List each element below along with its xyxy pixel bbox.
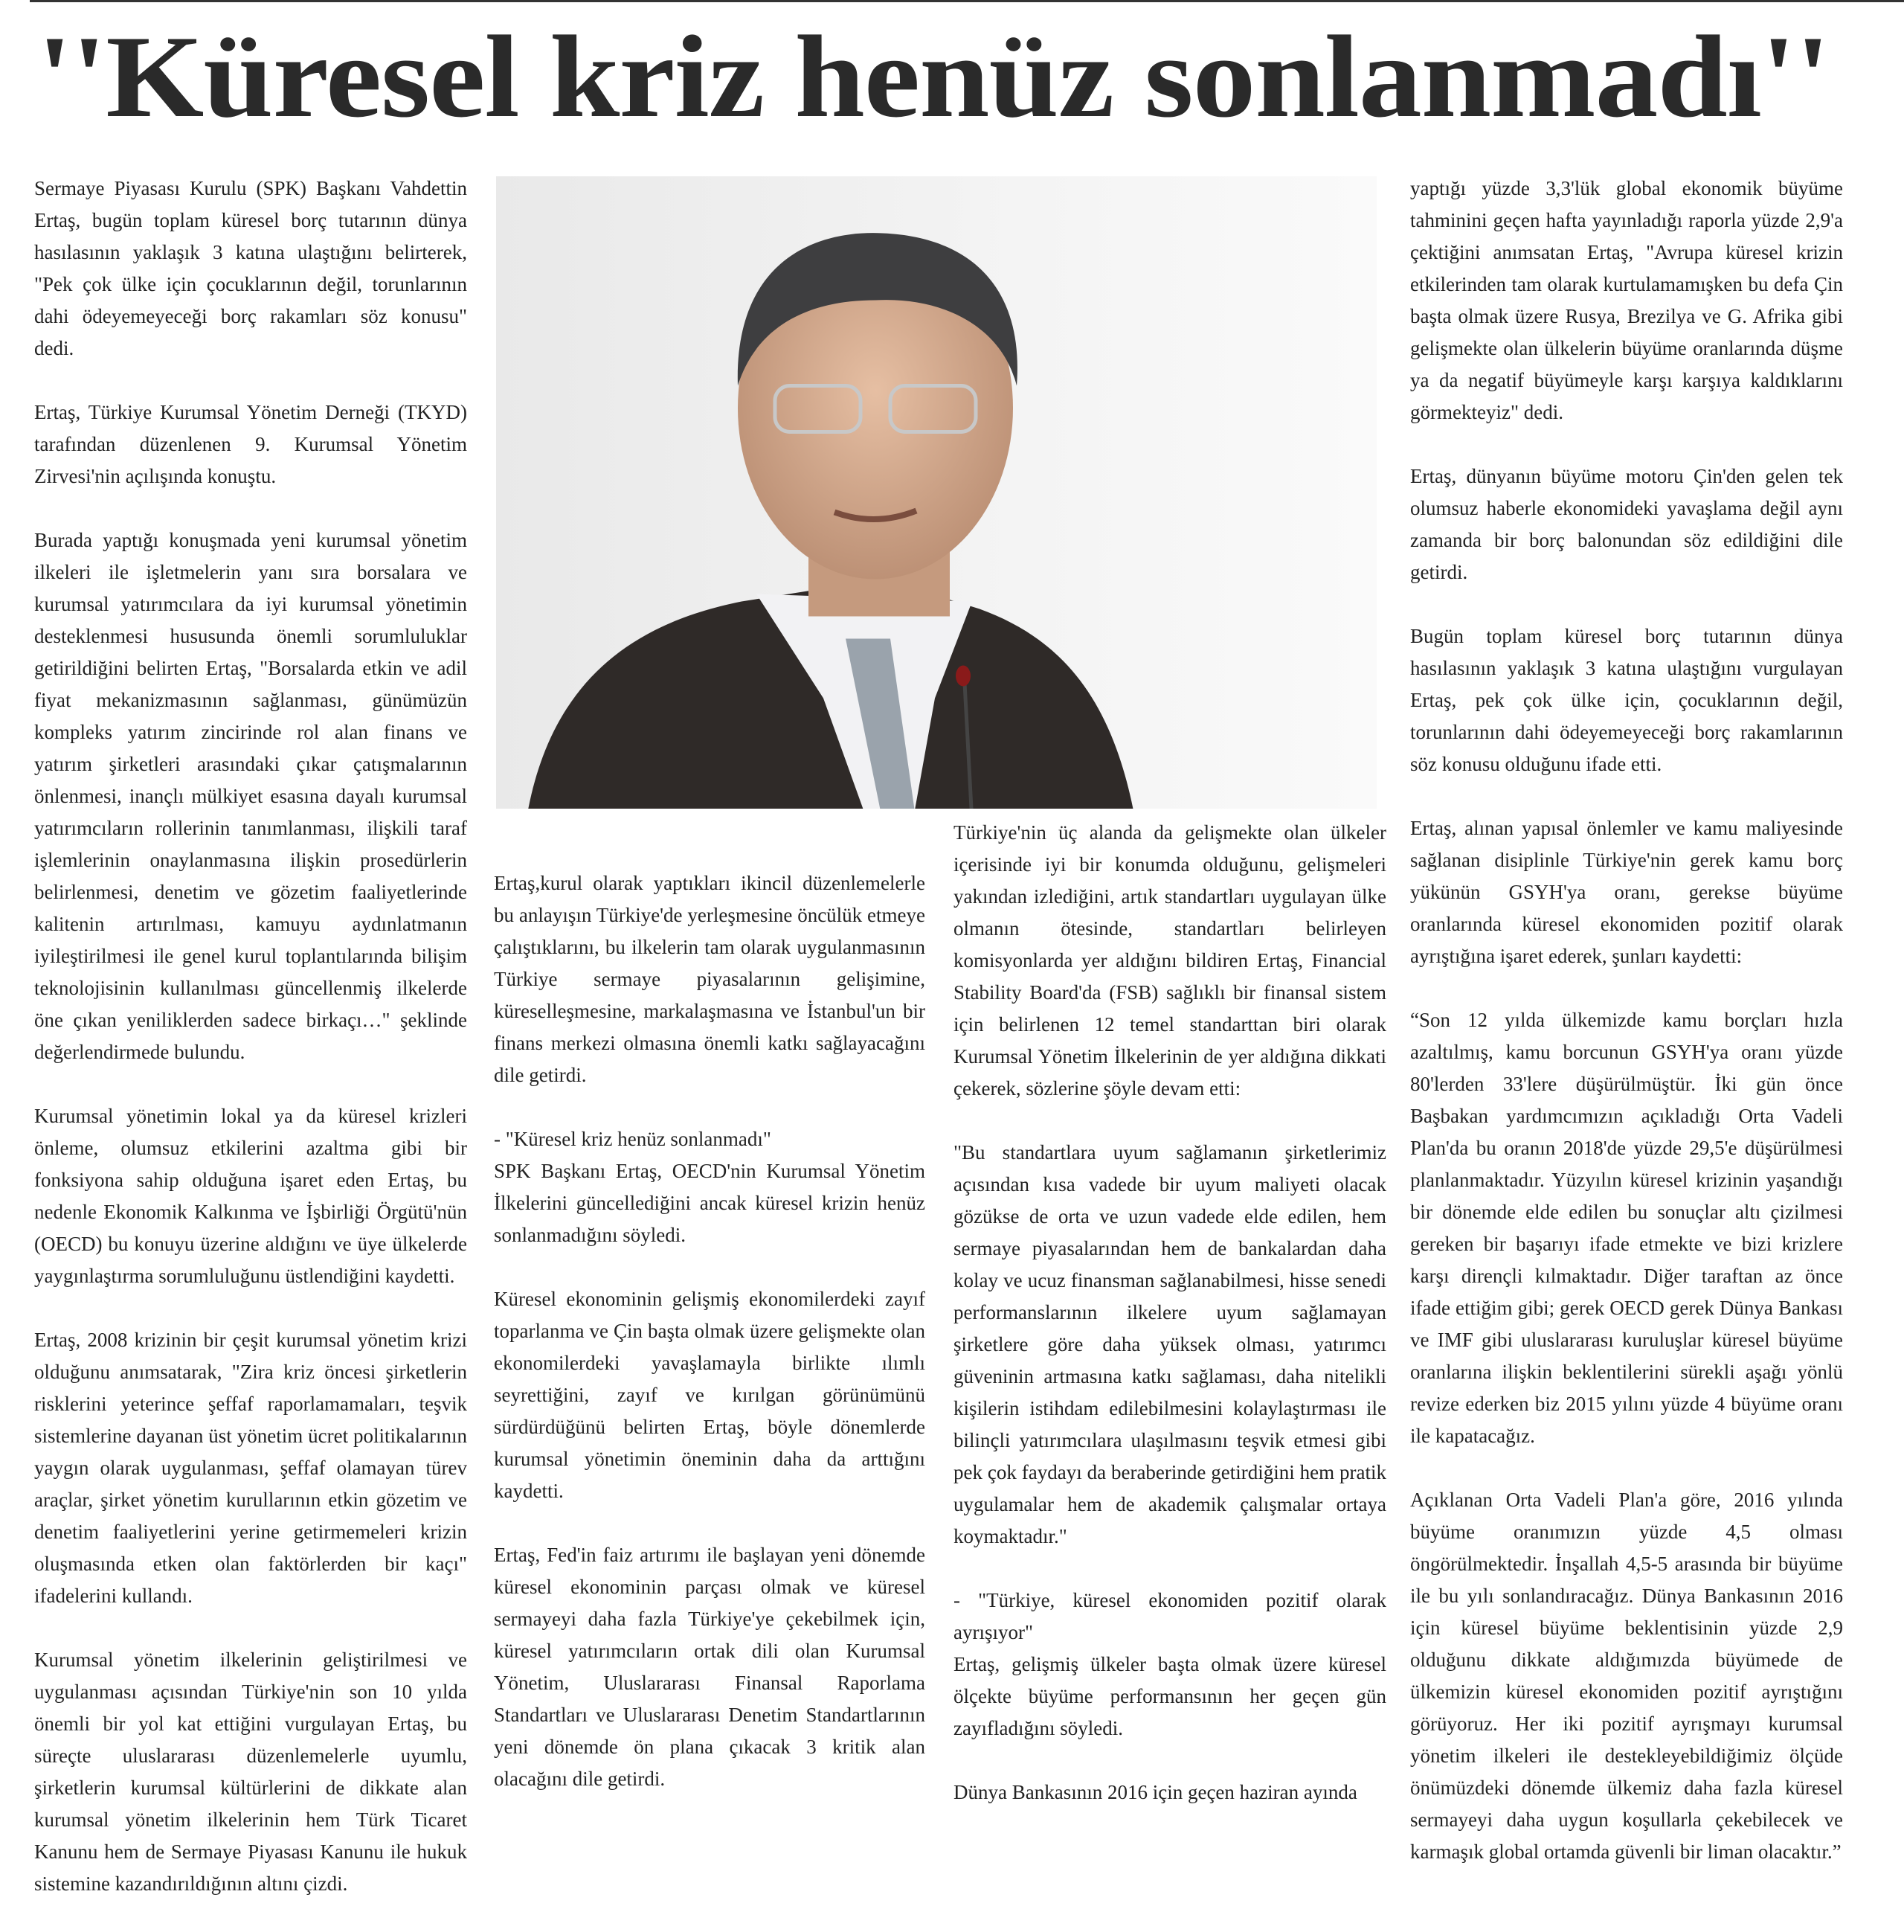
subheading: - "Türkiye, küresel ekonomiden pozitif olarak ayrışıyor" (953, 1589, 1386, 1643)
top-rule (30, 0, 1904, 2)
paragraph: yaptığı yüzde 3,3'lük global ekonomik büyüme tahminini geçen hafta yayınladığı raporla yüzde 2,9'a çektiğini anımsatan Ertaş, "Avrupa küresel krizin etkilerinden tam olarak kurtulamamışken bu defa Çin başta olmak üzere Rusya, Brezilya ve G. Afrika gibi gelişmekte olan ülkelerin büyüme oranlarında düşme ya da negatif büyümeyle karşı karşıya kaldıklarını görmekteyiz" dedi. (1410, 177, 1843, 423)
paragraph: Türkiye'nin üç alanda da gelişmekte olan ülkeler içerisinde iyi bir konumda olduğunu, gelişmeleri yakından izlediğini, artık standartları uygulayan ülke olmanın ötesinde, standartları belirleyen komisyonlarda yer aldığını bildiren Ertaş, Financial Stability Board'da (FSB) sağlıklı bir finansal sistem için belirlenen 12 temel standarttan biri olarak Kurumsal Yönetim İlkelerinin de yer aldığına dikkati çekerek, sözlerine şöyle devam etti: (953, 821, 1386, 1100)
paragraph: Bugün toplam küresel borç tutarının dünya hasılasının yaklaşık 3 katına ulaştığını vurgulayan Ertaş, pek çok ülke için, çocuklarının değil, torunlarının dahi ödeyemeyeceği borç rakamlarının söz konusu olduğunu ifade etti. (1410, 625, 1843, 775)
article-column-3 (953, 817, 1386, 1840)
subheading-block (953, 1585, 1386, 1745)
paragraph: Açıklanan Orta Vadeli Plan'a göre, 2016 yılında büyüme oranımızın yüzde 4,5 olması öngörülmektedir. İnşallah 4,5-5 arasında bir büyüme ile bu yılı sonlandıracağız. Dünya Bankasının 2016 için küresel büyüme beklentisinin yüzde 2,9 olduğunu dikkate aldığımızda büyümede de ülkemizin küresel ekonomiden pozitif ayrıştığını görüyoruz. Her iki pozitif ayrışmayı kurumsal yönetim ilkeleri ile destekleyebildiğimiz ölçüde önümüzdeki dönemde ülkemiz daha fazla küresel sermayeyi daha uygun koşullarla çekebilecek ve karmaşık global ortamda güvenli bir liman olacaktır.” (1410, 1489, 1843, 1863)
article-photo (496, 176, 1377, 809)
subheading-block (494, 1123, 925, 1251)
paragraph: Ertaş, Fed'in faiz artırımı ile başlayan yeni dönemde küresel ekonominin parçası olmak ve küresel sermayeyi daha fazla Türkiye'ye çekebilmek için, küresel yatırımcıların ortak dili olan Kurumsal Yönetim, Uluslararası Finansal Raporlama Standartları ve Uluslararası Denetim Standartlarının yeni dönemde ön plana çıkacak 3 kritik alan olacağını dile getirdi. (494, 1544, 925, 1790)
paragraph: Kurumsal yönetimin lokal ya da küresel krizleri önleme, olumsuz etkilerini azaltma gibi bir fonksiyona sahip olduğuna işaret eden Ertaş, bu nedenle Ekonomik Kalkınma ve İşbirliği Örgütü'nün (OECD) bu konuyu üzerine aldığını ve üye ülkelerde yaygınlaştırma sorumluluğunu üstlendiğini kaydetti. (34, 1105, 467, 1287)
paragraph: Ertaş, dünyanın büyüme motoru Çin'den gelen tek olumsuz haberle ekonomideki yavaşlama değil aynı zamanda bir borç balonundan söz edildiğini dile getirdi. (1410, 465, 1843, 583)
paragraph: “Son 12 yılda ülkemizde kamu borçları hızla azaltılmış, kamu borcunun GSYH'ya oranı yüzde 80'lerden 33'lere düşürülmüştür. İki gün önce Başbakan yardımcımızın açıkladığı Orta Vadeli Plan'da bu oranın 2018'de yüzde 29,5'e düşürülmesi planlanmaktadır. Yüzyılın küresel krizinin yaşandığı bir dönemde elde edilen bu sonuçlar altı çizilmesi gereken bir başarıyı ifade etmekte ve bizi krizlere karşı dirençli kılmaktadır. Diğer taraftan az önce ifade ettiğim gibi; gerek OECD gerek Dünya Bankası ve IMF gibi uluslararası kuruluşlar küresel büyüme oranlarına ilişkin beklentilerini sürekli aşağı yönlü revize ederken biz 2015 yılını yüzde 4 büyüme oranı ile kapatacağız. (1410, 1009, 1843, 1447)
subheading: - "Küresel kriz henüz sonlanmadı" (494, 1128, 771, 1150)
paragraph: Ertaş, gelişmiş ülkeler başta olmak üzere küresel ölçekte büyüme performansının her geçen gün zayıfladığını söyledi. (953, 1653, 1386, 1739)
paragraph: Ertaş, alınan yapısal önlemler ve kamu maliyesinde sağlanan disiplinle Türkiye'nin gerek kamu borç yükünün GSYH'ya oranı, gerekse büyüme oranlarında küresel ekonomiden pozitif olarak ayrıştığına işaret ederek, şunları kaydetti: (1410, 817, 1843, 967)
paragraph: Ertaş, Türkiye Kurumsal Yönetim Derneği (TKYD) tarafından düzenlenen 9. Kurumsal Yönetim Zirvesi'nin açılışında konuştu. (34, 401, 467, 487)
paragraph: Ertaş,kurul olarak yaptıkları ikincil düzenlemelerle bu anlayışın Türkiye'de yerleşmesine öncülük etmeye çalıştıklarını, bu ilkelerin tam olarak uygulanmasının Türkiye sermaye piyasalarının gelişimine, küreselleşmesine, markalaşmasına ve İstanbul'un bir finans merkezi olmasına önemli katkı sağlayacağını dile getirdi. (494, 872, 925, 1086)
article-column-2 (494, 867, 925, 1827)
paragraph: Dünya Bankasının 2016 için geçen haziran ayında (953, 1781, 1357, 1803)
paragraph: Sermaye Piyasası Kurulu (SPK) Başkanı Vahdettin Ertaş, bugün toplam küresel borç tutarının dünya hasılasının yaklaşık 3 katına ulaştığını belirterek, "Pek çok ülke için çocuklarının değil, torunlarının dahi ödeyemeyeceği borç rakamları söz konusu" dedi. (34, 177, 467, 359)
paragraph: Kurumsal yönetim ilkelerinin geliştirilmesi ve uygulanması açısından Türkiye'nin son 10 yılda önemli bir yol kat ettiğini vurgulayan Ertaş, bu süreçte uluslararası düzenlemelerle uyumlu, şirketlerin kurumsal kültürlerini de dikkate alan kurumsal yönetim ilkelerinin hem Türk Ticaret Kanunu hem de Sermaye Piyasası Kanunu ile hukuk sistemine kazandırıldığının altını çizdi. (34, 1649, 467, 1895)
article-column-1 (34, 173, 467, 1932)
paragraph: Küresel ekonominin gelişmiş ekonomilerdeki zayıf toparlanma ve Çin başta olmak üzere gelişmekte olan ekonomilerdeki yavaşlamayla birlikte ılımlı seyrettiğini, zayıf ve kırılgan görünümünü sürdürdüğünü belirten Ertaş, böyle dönemlerde kurumsal yönetimin öneminin daha da arttığını kaydetti. (494, 1288, 925, 1502)
portrait-image (496, 176, 1377, 809)
paragraph: Burada yaptığı konuşmada yeni kurumsal yönetim ilkeleri ile işletmelerin yanı sıra borsalara ve kurumsal yatırımcılara da iyi kurumsal yönetimin desteklenmesi hususunda önemli sorumluluklar getirildiğini belirten Ertaş, "Borsalarda etkin ve adil fiyat mekanizmasının sağlanması, günümüzün kompleks yatırım zincirinde rol alan finans ve yatırım şirketleri arasındaki çıkar çatışmalarının önlenmesi, inançlı mülkiyet esasına dayalı kurumsal yatırımcıların rollerinin tanımlanması, ilişkili taraf işlemlerinin onaylanmasına ilişkin prosedürlerin belirlenmesi, denetim ve gözetim faaliyetlerinde kalitenin artırılması, kamuyu aydınlatmanın iyileştirilmesi ile genel kurul toplantılarında bilişim teknolojisinin kullanılması güncellenmiş ilkelerde öne çıkan yeniliklerden sadece birkaçı…" şeklinde değerlendirmede bulundu. (34, 529, 467, 1063)
paragraph: "Bu standartlara uyum sağlamanın şirketlerimiz açısından kısa vadede bir uyum maliyeti olacak gözükse de orta ve uzun vadede elde edilen, hem sermaye piyasalarından hem de bankalardan daha kolay ve ucuz finansman sağlanabilmesi, hisse senedi performanslarının ilkelere uyum sağlamayan şirketlere göre daha yüksek olması, yatırımcı güveninin artmasına katkı sağlaması, daha nitelikli kişilerin istihdam edilebilmesini kolaylaştırması ile bilinçli yatırımcılara ulaşılmasını teşvik etmesi gibi pek çok faydayı da beraberinde getirdiğini hem pratik uygulamalar hem de akademik çalışmalar ortaya koymaktadır." (953, 1141, 1386, 1547)
headline: ''Küresel kriz henüz sonlanmadı'' (37, 12, 1830, 142)
article-column-4 (1410, 173, 1843, 1900)
paragraph: Ertaş, 2008 krizinin bir çeşit kurumsal yönetim krizi olduğunu anımsatarak, "Zira kriz öncesi şirketlerin risklerini yeterince şeffaf raporlamamaları, teşvik sistemlerine dayanan üst yönetim ücret politikalarının yaygın olarak uygulanması, şeffaf olamayan türev araçlar, şirket yönetim kurullarının etkin gözetim ve denetim faaliyetlerini yerine getirmemeleri krizin oluşmasında etken olan faktörlerden bir kaçı" ifadelerini kullandı. (34, 1329, 467, 1607)
paragraph: SPK Başkanı Ertaş, OECD'nin Kurumsal Yönetim İlkelerini güncellediğini ancak küresel krizin henüz sonlanmadığını söyledi. (494, 1160, 925, 1246)
